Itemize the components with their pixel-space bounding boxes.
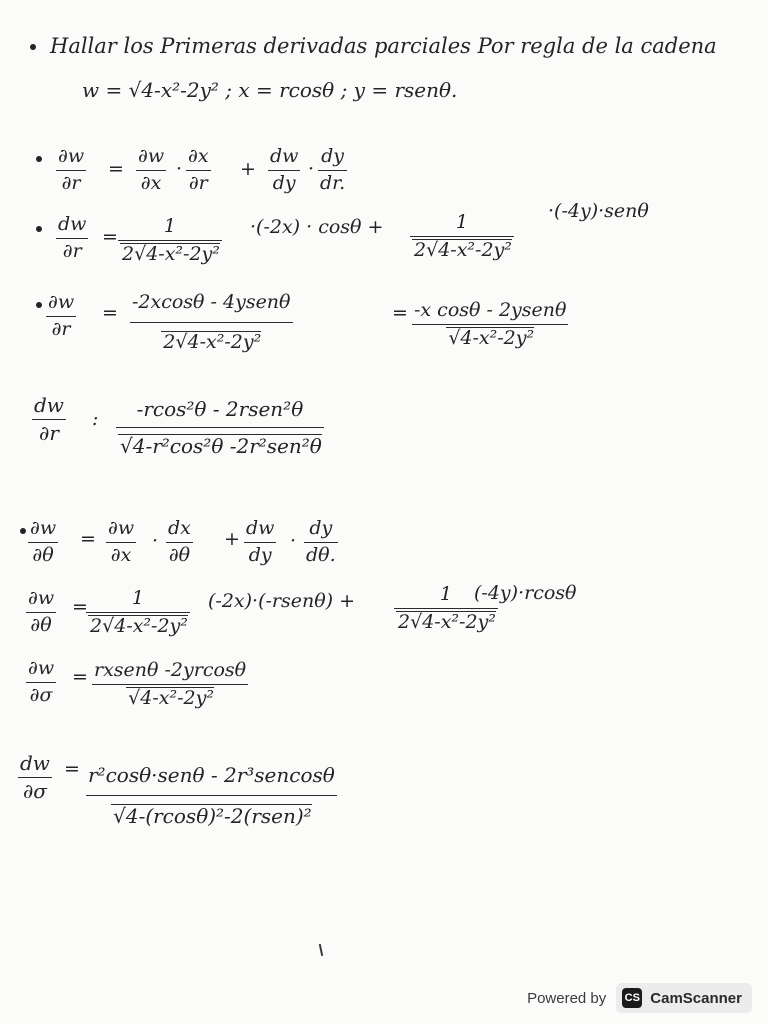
result-theta-lhs: dw ∂σ <box>20 751 50 803</box>
step1-theta-tail: (-4y)·rcosθ <box>474 582 577 604</box>
step1-r-fraction-2: 1 2√4-x²-2y² <box>410 212 514 262</box>
step1-theta-fraction-2: 1 2√4-x²-2y² <box>394 584 498 634</box>
step2-r-lhs: ∂w ∂r <box>48 291 75 340</box>
step1-theta-lhs: ∂w ∂θ <box>28 587 55 636</box>
step2-r-fraction-1: -2xcosθ - 4ysenθ 2√4-x²-2y² <box>132 291 291 353</box>
step1-r-middle: ·(-2x) · cosθ + <box>250 216 384 238</box>
step2-r-bullet <box>36 302 42 308</box>
chain-theta-lhs: ∂w ∂θ <box>30 517 57 566</box>
chain-rule-r-bullet <box>36 156 42 162</box>
problem-title: Hallar los Primeras derivadas parciales Por regla de la cadena <box>50 34 717 58</box>
chain-r-dx-dr: ∂x ∂r <box>188 145 209 194</box>
camscanner-badge <box>616 983 752 1013</box>
pen-mark <box>319 944 323 956</box>
chain-rule-theta-bullet <box>20 528 26 534</box>
step1-r-fraction-1: 1 2√4-x²-2y² <box>118 216 222 266</box>
chain-r-lhs: ∂w ∂r <box>58 145 85 194</box>
chain-r-dw-dy: dw dy <box>270 145 299 194</box>
step2-r-fraction-2: -x cosθ - 2ysenθ √4-x²-2y² <box>414 299 567 349</box>
step1-r-lhs: dw ∂r <box>58 213 87 262</box>
title-bullet <box>30 44 36 50</box>
step1-r-tail: ·(-4y)·senθ <box>548 200 649 222</box>
camscanner-name: CamScanner <box>650 989 742 1007</box>
chain-theta-dw-dy: dw dy <box>246 517 275 566</box>
chain-theta-dy-dtheta: dy dθ. <box>306 517 336 566</box>
chain-theta-dx-dtheta: dx ∂θ <box>168 517 191 566</box>
step1-r-bullet <box>36 226 42 232</box>
step2-theta-lhs: ∂w ∂σ <box>28 657 55 706</box>
result-r-lhs: dw ∂r <box>34 393 64 445</box>
result-theta-fraction: r²cosθ·senθ - 2r³sencosθ √4-(rcosθ)²-2(rsen)² <box>88 763 335 828</box>
function-definitions: w = √4-x²-2y² ; x = rcosθ ; y = rsenθ. <box>82 78 458 102</box>
equals-sign: = <box>108 158 124 180</box>
step1-theta-middle: (-2x)·(-rsenθ) + <box>208 590 356 612</box>
camscanner-logo-icon: CS <box>622 988 642 1008</box>
chain-r-dw-dx: ∂w ∂x <box>138 145 165 194</box>
step2-theta-fraction: rxsenθ -2yrcosθ √4-x²-2y² <box>94 659 247 709</box>
result-r-fraction: -rcos²θ - 2rsen²θ √4-r²cos²θ -2r²sen²θ <box>116 398 324 458</box>
chain-theta-dw-dx: ∂w ∂x <box>108 517 135 566</box>
camscanner-watermark <box>527 982 752 1014</box>
plus-sign: + <box>240 158 256 180</box>
chain-r-dy-dr: dy dr. <box>320 145 346 194</box>
scanned-page: Hallar los Primeras derivadas parciales Por regla de la cadena w = √4-x²-2y² ; x = rcosθ ; y = rsenθ. ∂w ∂r = ∂w ∂x · ∂x ∂r + dw dy · dy dr. dw ∂r = 1 2√4-x²-2y² ·(-2x) · cosθ + 1 2√4-x²-2y² ·(-4y)·senθ ∂w ∂r = -2xcosθ - 4ysenθ 2√4-x²-2y² = -x cosθ - 2ysenθ √4-x²-2y² dw ∂r : -rcos²θ - 2rsen²θ √4-r²cos²θ -2r²sen²θ ∂w ∂θ = ∂w ∂x · dx ∂θ + dw dy · dy dθ. ∂w ∂θ = 1 2√4-x²-2y² (-2x)·(-rsenθ) + 1 2√4-x²-2y² (-4y)·rcosθ ∂w ∂σ = rxsenθ -2yrcosθ √4-x²-2y² dw ∂σ = r²cosθ·senθ - 2r³sencosθ √4-(rcosθ)²-2(rsen)² Powered by CS CamScanner <box>0 0 768 1024</box>
powered-by-label: Powered by <box>527 989 607 1007</box>
step1-theta-fraction-1: 1 2√4-x²-2y² <box>86 588 190 638</box>
